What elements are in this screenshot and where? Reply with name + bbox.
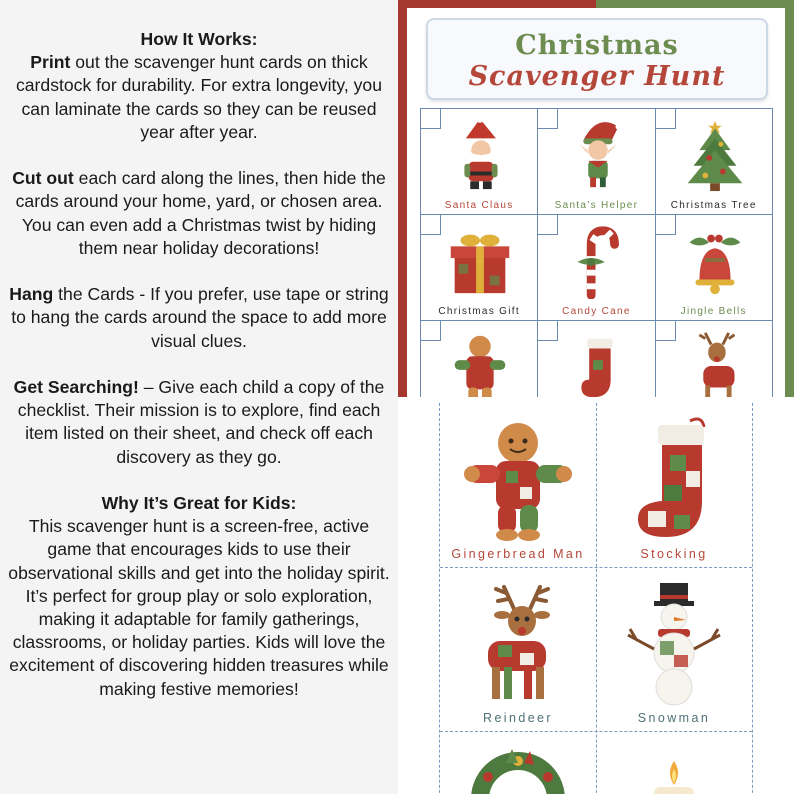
checklist-item <box>656 321 773 397</box>
stocking-icon <box>558 327 636 397</box>
checklist-item <box>538 109 655 215</box>
why-heading: Why It’s Great for Kids: <box>101 493 297 513</box>
card-label: Gingerbread Man <box>451 547 585 561</box>
reindeer-icon <box>458 579 578 707</box>
card <box>596 731 752 794</box>
card-label: Snowman <box>637 711 711 725</box>
snowman-icon <box>614 579 734 707</box>
why-text: This scavenger hunt is a screen-free, active game that encourages kids to use their observational skills and get into the holiday spirit. It’s perfect for group play or solo exploration, making it adaptable for family gatherings, classrooms, or holiday parties. Kids will love the excitement of discovering hidden treasures while making festive memories! <box>8 516 390 699</box>
reindeer-icon <box>676 327 754 397</box>
how-it-works-heading: How It Works: <box>140 29 258 49</box>
checklist-item <box>656 215 773 321</box>
checklist-item <box>421 321 538 397</box>
checklist-item <box>538 215 655 321</box>
gift-icon <box>441 221 519 299</box>
stocking-icon <box>614 415 734 543</box>
checkbox[interactable] <box>538 109 558 129</box>
item-label: Christmas Gift <box>438 306 520 317</box>
title-christmas: Christmas <box>515 30 679 61</box>
cut-step: Cut out each card along the lines, then hide the cards around your home, yard, or chosen area. You can even add a Christmas twist by hiding them near holiday decorations! <box>12 168 386 258</box>
checkbox[interactable] <box>421 215 441 235</box>
gingerbread-icon <box>441 327 519 397</box>
card-label: Reindeer <box>483 711 553 725</box>
card <box>440 731 596 794</box>
wreath-icon <box>458 743 578 794</box>
checkbox[interactable] <box>656 215 676 235</box>
checklist-grid <box>420 108 773 397</box>
title-banner <box>426 18 768 100</box>
candy-cane-icon <box>558 221 636 299</box>
hang-step: Hang the Cards - If you prefer, use tape or string to hang the cards around the space to add more visual clues. <box>9 284 389 351</box>
card <box>440 567 596 731</box>
santa-icon <box>441 115 519 193</box>
checkbox[interactable] <box>421 109 441 129</box>
candle-icon <box>614 743 734 794</box>
cut-out-cards <box>398 397 794 794</box>
card-label: Stocking <box>640 547 708 561</box>
checklist-item <box>538 321 655 397</box>
title-scavenger-hunt: Scavenger Hunt <box>468 61 726 92</box>
card-sheet <box>439 403 753 794</box>
elf-icon <box>558 115 636 193</box>
print-step: Print out the scavenger hunt cards on thick cardstock for durability. For extra longevity, you can laminate the cards so they can be reused year after year. <box>15 52 383 142</box>
checkbox[interactable] <box>538 321 558 341</box>
checkbox[interactable] <box>421 321 441 341</box>
checklist-item <box>421 215 538 321</box>
card <box>440 403 596 567</box>
card <box>596 567 752 731</box>
card <box>596 403 752 567</box>
checkbox[interactable] <box>656 321 676 341</box>
item-label: Candy Cane <box>562 306 631 317</box>
search-step: Get Searching! – Give each child a copy of the checklist. Their mission is to explore, find each item listed on their sheet, and check off each discovery as they go. <box>13 377 385 467</box>
item-label: Christmas Tree <box>670 200 757 211</box>
checkbox[interactable] <box>538 215 558 235</box>
christmas-tree-icon <box>676 115 754 193</box>
checklist-item <box>656 109 773 215</box>
checklist-paper <box>407 8 785 397</box>
gingerbread-icon <box>458 415 578 543</box>
item-label: Jingle Bells <box>680 306 747 317</box>
item-label: Santa’s Helper <box>554 200 639 211</box>
item-label: Santa Claus <box>444 200 514 211</box>
checklist-preview <box>398 0 794 397</box>
checkbox[interactable] <box>656 109 676 129</box>
checklist-item <box>421 109 538 215</box>
jingle-bells-icon <box>676 221 754 299</box>
